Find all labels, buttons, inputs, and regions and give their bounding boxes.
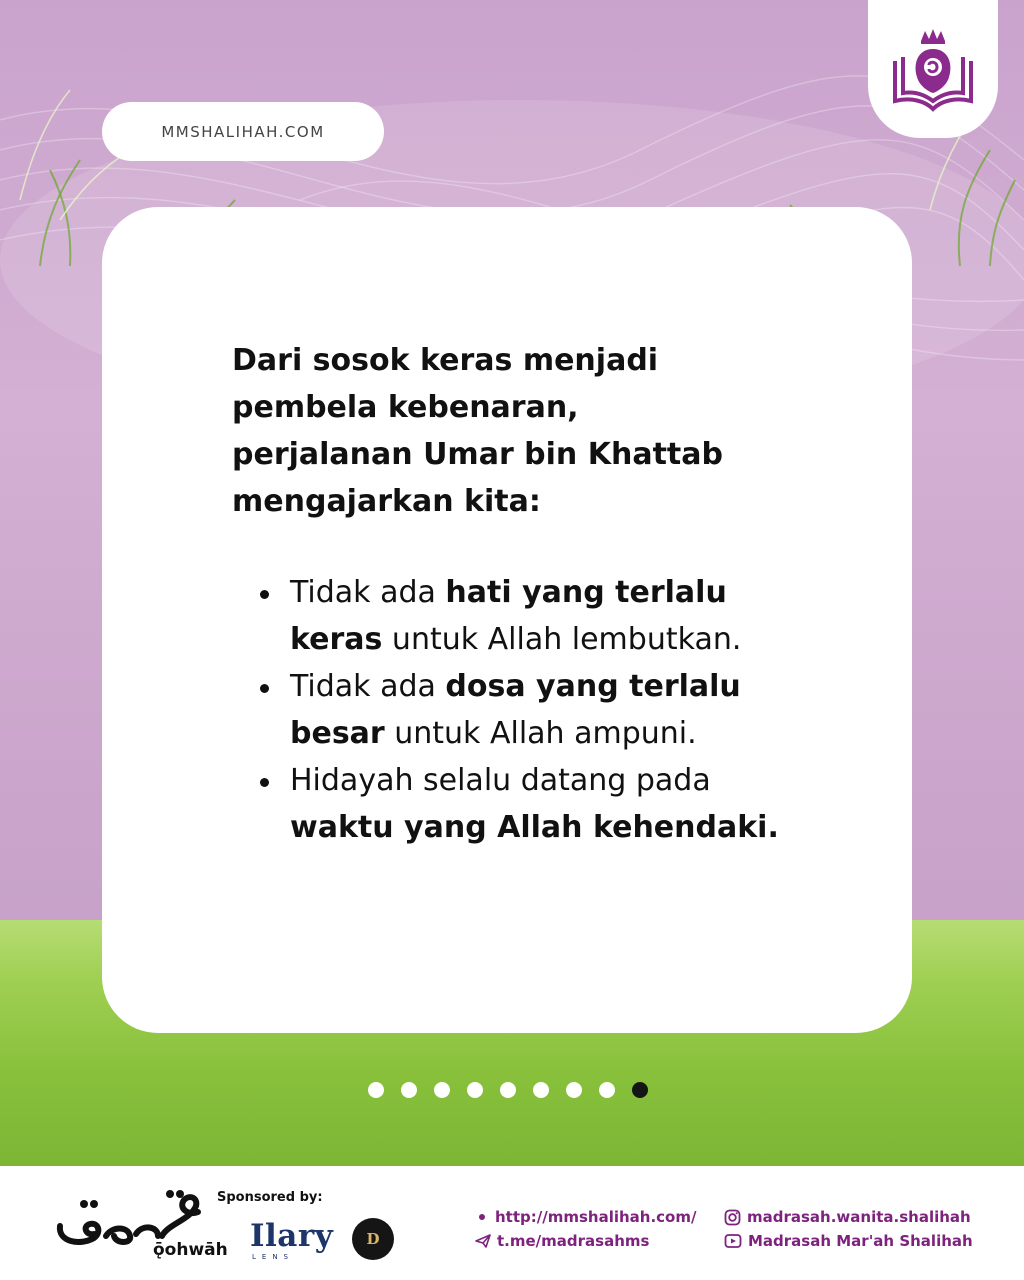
list-item-text: Hidayah selalu datang pada bbox=[290, 763, 711, 798]
globe-icon bbox=[475, 1210, 489, 1224]
footer bbox=[0, 1166, 1024, 1280]
youtube-link[interactable] bbox=[724, 1232, 973, 1250]
sponsored-label: Sponsored by: bbox=[217, 1190, 323, 1205]
madrasah-logo-icon bbox=[881, 21, 985, 117]
heading-line: pembela kebenaran, bbox=[232, 390, 579, 425]
list-item-emphasis: waktu yang Allah kehendaki. bbox=[290, 810, 779, 845]
carousel-dot[interactable] bbox=[533, 1082, 549, 1098]
instagram-link[interactable] bbox=[724, 1208, 971, 1226]
carousel-dot[interactable] bbox=[401, 1082, 417, 1098]
telegram-link[interactable] bbox=[475, 1232, 649, 1250]
carousel-dot[interactable] bbox=[467, 1082, 483, 1098]
youtube-icon bbox=[724, 1233, 742, 1249]
ilary-logo: Ilary bbox=[250, 1218, 334, 1254]
telegram-icon bbox=[475, 1233, 491, 1249]
list-item-text: Tidak ada bbox=[290, 669, 446, 704]
logo-tab bbox=[868, 0, 998, 138]
list-item-emphasis: dosa yang terlalu besar bbox=[290, 669, 741, 751]
website-link[interactable] bbox=[475, 1208, 696, 1226]
carousel-dot[interactable] bbox=[632, 1082, 648, 1098]
qohwah-wordmark: ǭohwāh bbox=[153, 1240, 228, 1260]
list-item bbox=[258, 663, 798, 757]
lesson-list bbox=[258, 569, 798, 851]
ilary-sub-label: LENS bbox=[252, 1253, 295, 1261]
list-item-text: untuk Allah ampuni. bbox=[384, 716, 697, 751]
list-item-text: untuk Allah lembutkan. bbox=[382, 622, 742, 657]
heading-line: mengajarkan kita: bbox=[232, 484, 541, 519]
carousel-dot[interactable] bbox=[434, 1082, 450, 1098]
list-item-emphasis: hati yang terlalu keras bbox=[290, 575, 727, 657]
content-card bbox=[102, 207, 912, 1033]
list-item-text: Tidak ada bbox=[290, 575, 446, 610]
carousel-dot[interactable] bbox=[566, 1082, 582, 1098]
list-item bbox=[258, 757, 798, 851]
instagram-icon bbox=[724, 1209, 741, 1226]
telegram-link-label: t.me/madrasahms bbox=[497, 1232, 650, 1250]
heading-line: Dari sosok keras menjadi bbox=[232, 343, 659, 378]
heading-line: perjalanan Umar bin Khattab bbox=[232, 437, 723, 472]
website-label: MMSHALIHAH.COM bbox=[161, 122, 325, 141]
carousel-pagination bbox=[368, 1081, 648, 1099]
dolum-logo: D bbox=[352, 1218, 394, 1260]
website-pill[interactable] bbox=[102, 102, 384, 161]
website-link-label: http://mmshalihah.com/ bbox=[495, 1208, 697, 1226]
list-item bbox=[258, 569, 798, 663]
card-heading bbox=[232, 337, 792, 525]
youtube-link-label: Madrasah Mar'ah Shalihah bbox=[748, 1232, 973, 1250]
carousel-dot[interactable] bbox=[599, 1082, 615, 1098]
carousel-dot[interactable] bbox=[500, 1082, 516, 1098]
carousel-dot[interactable] bbox=[368, 1082, 384, 1098]
instagram-link-label: madrasah.wanita.shalihah bbox=[747, 1208, 971, 1226]
